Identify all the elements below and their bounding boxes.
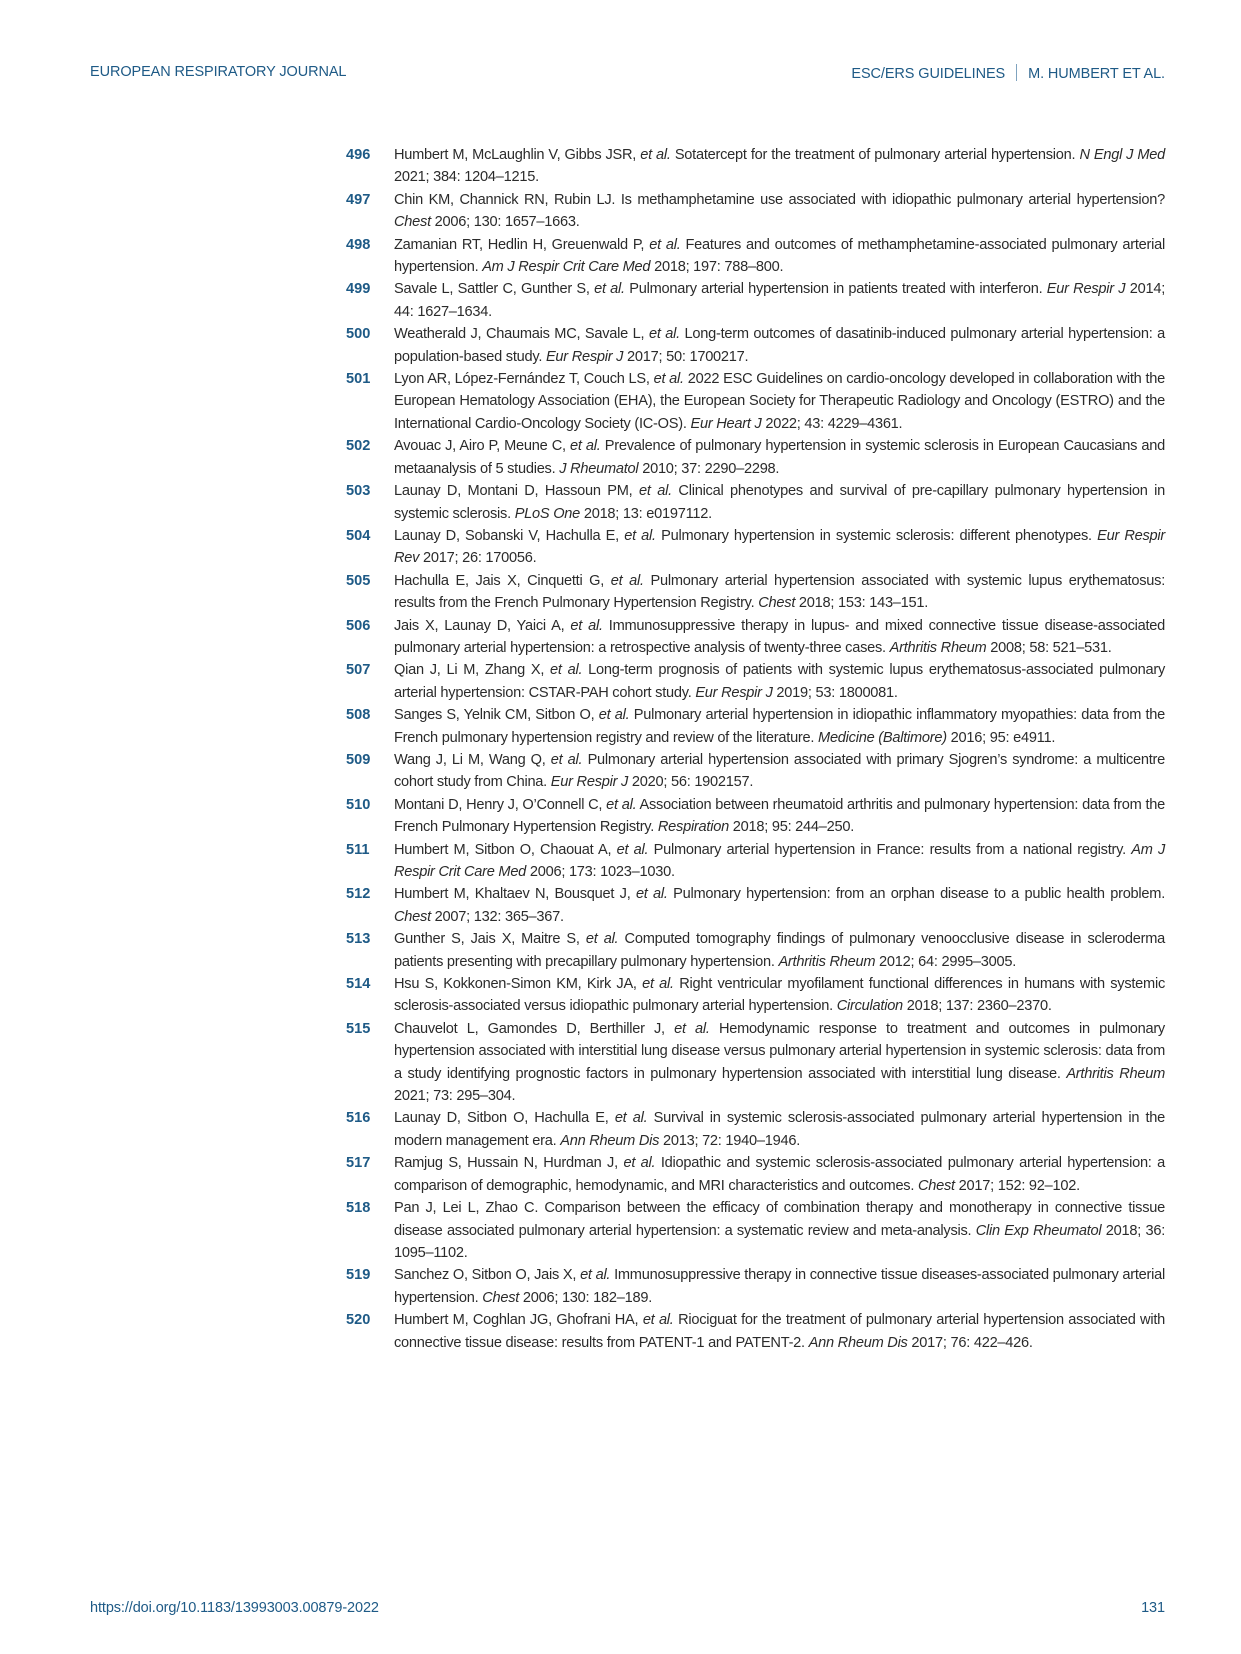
reference-item [346,749,1165,794]
reference-details: 2006; 173: 1023–1030. [526,864,675,880]
reference-details: 2017; 152: 92–102. [954,1177,1080,1194]
reference-text [394,1197,1165,1264]
reference-etal: et al. [550,662,583,679]
reference-title: Features and outcomes of methamphetamine-associated pulmonary arterial hypertension. [394,236,1165,276]
reference-etal: et al. [623,1155,656,1172]
reference-authors: Pan J, Lei L, Zhao C. Comparison between the efficacy of combination therapy and monotherapy in connective tissue disease associated pulmonary arterial hypertension: a systematic review and meta-analysis. [394,1200,1165,1239]
reference-journal: Ann Rheum Dis [808,1334,908,1351]
reference-text [394,659,1165,704]
reference-title: Idiopathic and systemic sclerosis-associated pulmonary arterial hypertension: a comparison of demographic, hemodynamic, and MRI characteristics and outcomes. [394,1155,1166,1194]
reference-text [394,234,1165,279]
reference-journal: Arthritis Rheum [778,953,876,970]
reference-etal: et al. [610,572,644,589]
reference-journal: PLoS One [514,505,581,522]
reference-number: 514 [346,976,371,993]
reference-number: 506 [346,617,371,634]
reference-details: 2019; 53: 1800081. [772,684,898,701]
reference-text [394,928,1165,973]
reference-title: Survival in systemic sclerosis-associated pulmonary arterial hypertension in the modern management era. [394,1110,1165,1149]
reference-journal: Am J Respir Crit Care Med [394,841,1165,880]
reference-number: 513 [346,931,371,948]
reference-title: Riociguat for the treatment of pulmonary arterial hypertension associated with connective tissue disease: results from PATENT-1 and PATENT-2. [394,1312,1165,1351]
reference-journal: Chest [917,1177,955,1194]
reference-number: 498 [346,236,371,253]
reference-text [394,435,1165,480]
reference-title: Long-term outcomes of dasatinib-induced pulmonary arterial hypertension: a population-based study. [394,326,1165,365]
reference-etal: et al. [594,281,625,298]
reference-number: 508 [346,707,371,724]
reference-authors: Jais X, Launay D, Yaici A, [394,617,571,634]
reference-number: 499 [346,281,371,298]
reference-text [394,278,1165,323]
reference-authors: Launay D, Sitbon O, Hachulla E, [394,1110,615,1127]
reference-details: 2018; 95: 244–250. [728,819,855,836]
reference-text [394,189,1165,234]
reference-authors: Wang J, Li M, Wang Q, [394,751,551,768]
reference-item [346,189,1165,234]
reference-number: 520 [346,1312,371,1329]
reference-details: 2021; 73: 295–304. [394,1088,516,1105]
reference-authors: Hsu S, Kokkonen-Simon KM, Kirk JA, [394,976,643,993]
reference-text [394,1152,1165,1197]
reference-text [394,615,1165,660]
reference-details: 2021; 384: 1204–1215. [394,169,539,186]
reference-title: Pulmonary arterial hypertension associated with primary Sjogren’s syndrome: a multicentre cohort study from China. [394,751,1166,791]
reference-text [394,525,1165,570]
reference-authors: Humbert M, McLaughlin V, Gibbs JSR, [394,147,641,163]
reference-title: Right ventricular myofilament functional differences in humans with systemic sclerosis-associated versus idiopathic pulmonary arterial hypertension. [394,976,1165,1015]
reference-item [346,1197,1165,1264]
reference-details: 2014; 44: 1627–1634. [394,281,1165,320]
reference-title: Immunosuppressive therapy in lupus- and mixed connective tissue disease-associated pulmonary arterial hypertension: a retrospective analysis of twenty-three cases. [394,617,1166,656]
reference-title: Immunosuppressive therapy in connective tissue diseases-associated pulmonary arterial hypertension. [394,1267,1166,1306]
reference-details: 2016; 95: e4911. [946,729,1056,746]
reference-authors: Humbert M, Khaltaev N, Bousquet J, [394,886,636,903]
reference-item [346,1309,1165,1354]
reference-title: Computed tomography findings of pulmonary venoocclusive disease in scleroderma patients presenting with precapillary pulmonary hypertension. [394,931,1166,970]
reference-text [394,794,1165,839]
reference-details: 2007; 132: 365–367. [430,908,564,925]
reference-journal: Chest [394,908,431,925]
reference-authors: Hachulla E, Jais X, Cinquetti G, [394,572,611,589]
reference-etal: et al. [570,617,603,634]
reference-number: 512 [346,886,371,903]
reference-item [346,368,1165,435]
reference-item [346,278,1165,323]
reference-number: 511 [346,841,370,858]
doi-link[interactable]: https://doi.org/10.1183/13993003.00879-2022 [90,1600,379,1616]
reference-item [346,323,1165,368]
reference-details: 2010; 37: 2290–2298. [638,460,780,477]
reference-journal: Respiration [657,819,729,836]
reference-journal: N Engl J Med [1079,147,1165,163]
reference-title: 2022 ESC Guidelines on cardio-oncology developed in collaboration with the European Hematology Association (EHA), the European Society for Therapeutic Radiology and Oncology (ESTRO) and the International Cardio-Oncology Society (IC-OS). [394,371,1165,432]
reference-text [394,368,1165,435]
reference-journal: Am J Respir Crit Care Med [482,259,651,276]
reference-journal: Eur Heart J [690,415,762,432]
reference-title: Pulmonary arterial hypertension in idiopathic inflammatory myopathies: data from the French pulmonary hypertension registry and review of the literature. [394,707,1166,746]
reference-etal: et al. [598,707,630,724]
reference-number: 518 [346,1200,371,1217]
reference-item [346,234,1165,279]
reference-details: 2018; 153: 143–151. [795,595,929,612]
reference-title: Association between rheumatoid arthritis and pulmonary hypertension: data from the French Pulmonary Hypertension Registry. [394,796,1165,836]
reference-title: Sotatercept for the treatment of pulmonary arterial hypertension. [670,147,1080,163]
reference-etal: et al. [624,527,656,544]
reference-etal: et al. [648,326,680,343]
reference-title: Pulmonary arterial hypertension associated with systemic lupus erythematosus: results from the French Pulmonary Hypertension Registry. [394,572,1165,612]
reference-number: 517 [346,1155,371,1172]
reference-journal: Eur Respir J [550,774,629,791]
page-number: 131 [1141,1600,1165,1616]
reference-journal: Arthritis Rheum [1066,1065,1165,1082]
reference-title: Pulmonary hypertension: from an orphan disease to a public health problem. [667,886,1165,903]
reference-item [346,480,1165,525]
reference-etal: et al. [653,371,684,388]
reference-number: 516 [346,1110,371,1127]
reference-item [346,1018,1165,1108]
reference-number: 515 [346,1020,371,1037]
reference-journal: Circulation [836,998,903,1015]
reference-text [394,144,1165,189]
reference-authors: Savale L, Sattler C, Gunther S, [394,281,595,298]
reference-number: 510 [346,796,371,813]
reference-text [394,480,1165,525]
reference-journal: Chest [482,1289,520,1306]
reference-etal: et al. [585,931,619,948]
reference-details: 2020; 56: 1902157. [628,774,754,791]
reference-authors: Lyon AR, López-Fernández T, Couch LS, [394,371,654,388]
reference-details: 2017; 76: 422–426. [907,1334,1033,1351]
reference-title: Prevalence of pulmonary hypertension in systemic sclerosis in European Caucasians and metaanalysis of 5 studies. [394,438,1165,477]
reference-etal: et al. [550,751,583,768]
reference-etal: et al. [674,1020,710,1037]
reference-etal: et al. [580,1267,611,1284]
reference-item [346,615,1165,660]
reference-journal: Clin Exp Rheumatol [975,1222,1102,1239]
reference-etal: et al. [635,886,668,903]
reference-etal: et al. [649,236,681,253]
running-header [851,64,1165,82]
reference-list [346,144,1165,1354]
reference-etal: et al. [614,1110,648,1127]
reference-authors: Humbert M, Sitbon O, Chaouat A, [394,841,617,858]
reference-number: 504 [346,527,371,544]
reference-authors: Chauvelot L, Gamondes D, Berthiller J, [394,1020,675,1037]
journal-name: EUROPEAN RESPIRATORY JOURNAL [90,64,347,80]
reference-authors: Sanchez O, Sitbon O, Jais X, [394,1267,581,1284]
authors-label: M. HUMBERT ET AL. [1028,66,1165,82]
reference-etal: et al. [642,1312,674,1329]
reference-authors: Launay D, Montani D, Hassoun PM, [394,483,640,500]
reference-etal: et al. [639,483,672,500]
reference-item [346,659,1165,704]
reference-details: 2018; 13: e0197112. [580,505,712,522]
reference-authors: Ramjug S, Hussain N, Hurdman J, [394,1155,624,1172]
reference-text [394,570,1165,615]
reference-item [346,1152,1165,1197]
reference-text [394,1309,1165,1354]
reference-item [346,144,1165,189]
reference-journal: Chest [394,214,431,231]
reference-number: 509 [346,751,371,768]
reference-etal: et al. [642,976,674,993]
reference-text [394,704,1165,749]
reference-authors: Gunther S, Jais X, Maitre S, [394,931,586,948]
reference-etal: et al. [640,147,671,163]
reference-authors: Zamanian RT, Hedlin H, Greuenwald P, [394,236,650,253]
reference-number: 497 [346,191,371,208]
reference-journal: Eur Respir J [545,348,624,365]
reference-authors: Weatherald J, Chaumais MC, Savale L, [394,326,649,343]
reference-item [346,1264,1165,1309]
reference-number: 503 [346,483,371,500]
reference-item [346,704,1165,749]
reference-text [394,1264,1165,1309]
reference-journal: Ann Rheum Dis [560,1132,660,1149]
reference-details: 2018; 197: 788–800. [650,259,784,276]
reference-etal: et al. [606,796,637,813]
reference-title: Pulmonary hypertension in systemic sclerosis: different phenotypes. [655,527,1098,544]
reference-item [346,928,1165,973]
reference-number: 519 [346,1267,371,1284]
reference-journal: J Rheumatol [559,460,639,477]
reference-authors: Montani D, Henry J, O’Connell C, [394,796,607,813]
reference-authors: Qian J, Li M, Zhang X, [394,662,551,679]
reference-details: 2017; 26: 170056. [419,550,537,567]
reference-authors: Launay D, Sobanski V, Hachulla E, [394,527,625,544]
section-label: ESC/ERS GUIDELINES [851,66,1006,82]
reference-number: 502 [346,438,371,455]
reference-details: 2008; 58: 521–531. [986,639,1112,656]
reference-number: 500 [346,326,371,343]
reference-text [394,883,1165,928]
reference-details: 2022; 43: 4229–4361. [761,415,903,432]
header-divider [1016,64,1017,81]
reference-etal: et al. [616,841,649,858]
reference-item [346,883,1165,928]
reference-details: 2018; 137: 2360–2370. [902,998,1052,1015]
reference-title: Pulmonary arterial hypertension in France: results from a national registry. [648,841,1132,858]
reference-journal: Eur Respir J [1046,281,1126,298]
reference-text [394,973,1165,1018]
reference-title: Hemodynamic response to treatment and outcomes in pulmonary hypertension associated with interstitial lung disease versus pulmonary arterial hypertension in systemic sclerosis: data from a study identifying prognostic factors in pulmonary hypertension associated with interstitial lung disease. [394,1020,1165,1082]
reference-authors: Humbert M, Coghlan JG, Ghofrani HA, [394,1312,643,1329]
reference-journal: Chest [758,595,796,612]
reference-details: 2017; 50: 1700217. [623,348,749,365]
reference-journal: Medicine (Baltimore) [818,729,947,746]
reference-details: 2013; 72: 1940–1946. [659,1132,801,1149]
reference-text [394,323,1165,368]
reference-details: 2012; 64: 2995–3005. [875,953,1017,970]
reference-text [394,1107,1165,1152]
reference-journal: Eur Respir J [695,684,773,701]
reference-details: 2006; 130: 182–189. [519,1289,653,1306]
reference-etal: et al. [569,438,601,455]
reference-item [346,525,1165,570]
reference-text [394,1018,1165,1108]
reference-authors: Sanges S, Yelnik CM, Sitbon O, [394,707,599,724]
reference-journal: Eur Respir Rev [394,527,1166,567]
reference-title: Clinical phenotypes and survival of pre-capillary pulmonary hypertension in systemic sclerosis. [394,483,1166,522]
reference-item [346,1107,1165,1152]
reference-item [346,973,1165,1018]
reference-number: 505 [346,572,371,589]
reference-item [346,794,1165,839]
reference-number: 501 [346,371,371,388]
reference-title: Long-term prognosis of patients with systemic lupus erythematosus-associated pulmonary arterial hypertension: CSTAR-PAH cohort study. [394,662,1165,701]
reference-item [346,839,1165,884]
reference-details: 2018; 36: 1095–1102. [394,1222,1165,1261]
reference-text [394,749,1165,794]
reference-authors: Chin KM, Channick RN, Rubin LJ. Is methamphetamine use associated with idiopathic pulmonary arterial hypertension? [394,191,1165,208]
reference-title: Pulmonary arterial hypertension in patients treated with interferon. [624,281,1047,298]
reference-number: 507 [346,662,371,679]
reference-number: 496 [346,147,371,163]
reference-item [346,435,1165,480]
reference-authors: Avouac J, Airo P, Meune C, [394,438,570,455]
reference-journal: Arthritis Rheum [889,639,987,656]
reference-text [394,839,1165,884]
reference-details: 2006; 130: 1657–1663. [430,214,580,231]
reference-item [346,570,1165,615]
